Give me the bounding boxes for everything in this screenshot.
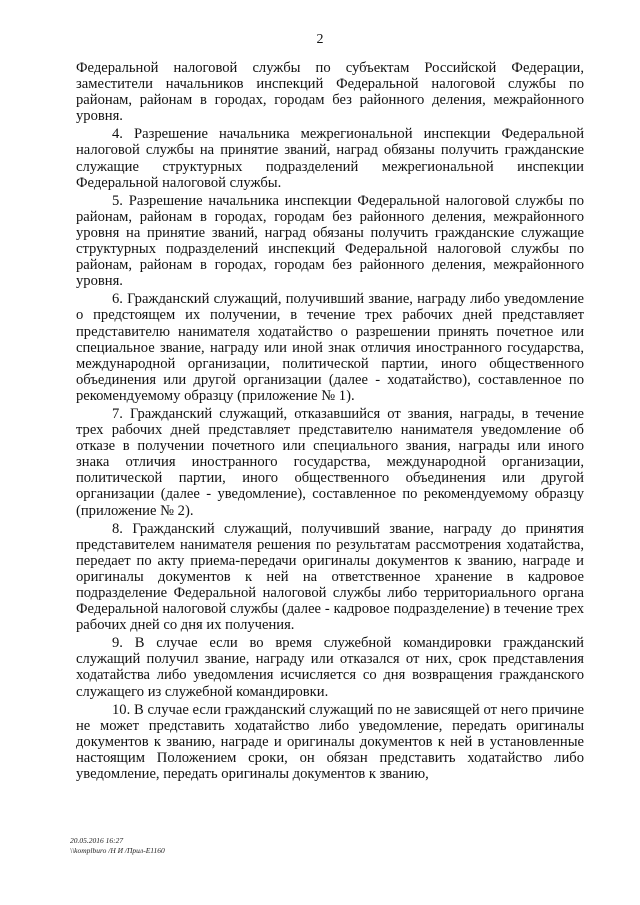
- paragraph-5: 5. Разрешение начальника инспекции Федеральной налоговой службы по районам, районам в городах, городам без районного деления, межрайонного уровня на принятие званий, наград обязаны получить гражданские служащие структурных подразделений инспекций Федеральной налоговой службы по районам, районам в городах, городам без районного деления, межрайонного уровня.: [76, 192, 584, 290]
- document-footer: [70, 836, 165, 856]
- page-number: 2: [316, 32, 324, 47]
- paragraph-8: 8. Гражданский служащий, получивший звание, награду до принятия представителем нанимателя решения по результатам рассмотрения ходатайства, передает по акту приема-передачи оригиналы документов к званию, награде и оригиналы документов к ней на ответственное хранение в кадровое подразделение Федеральной налоговой службы либо территориального органа Федеральной налоговой службы (далее - кадровое подразделение) в течение трех рабочих дней со дня их получения.: [76, 520, 584, 634]
- footer-file-path: \\komplburo /Н И /Прил-Е1160: [70, 846, 165, 855]
- paragraph-7: 7. Гражданский служащий, отказавшийся от звания, награды, в течение трех рабочих дней представляет представителю нанимателя уведомление об отказе в получении почетного или специального звания, награды или иного знака отличия иностранного государства, международной организации, политической партии, иного общественного объединения или другой организации (далее - уведомление), составленное по рекомендуемому образцу (приложение № 2).: [76, 405, 584, 519]
- paragraph-6: 6. Гражданский служащий, получивший звание, награду либо уведомление о предстоящем их получении, в течение трех рабочих дней представляет представителю нанимателя ходатайство о разрешении принять почетное или специальное звание, награду или иной знак отличия иностранного государства, международной организации, политической партии, иного общественного объединения или другой организации (далее - ходатайство), составленное по рекомендуемому образцу (приложение № 1).: [76, 291, 584, 404]
- paragraph-continuation: Федеральной налоговой службы по субъектам Российской Федерации, заместители начальников инспекций Федеральной налоговой службы по районам, районам в городах, городам без районного деления, межрайонного уровня.: [76, 60, 584, 125]
- paragraph-10: 10. В случае если гражданский служащий по не зависящей от него причине не может представить ходатайство либо уведомление, передать оригиналы документов к званию, награде и оригиналы документов к ней в установленные настоящим Положением сроки, он обязан представить ходатайство либо уведомление, передать оригиналы документов к званию,: [76, 701, 584, 783]
- document-body: [76, 60, 584, 784]
- paragraph-4: 4. Разрешение начальника межрегиональной инспекции Федеральной налоговой службы на принятие званий, наград обязаны получить гражданские служащие структурных подразделений межрегиональной инспекции Федеральной налоговой службы.: [76, 126, 584, 191]
- paragraph-9: 9. В случае если во время служебной командировки гражданский служащий получил звание, награду или отказался от них, срок представления ходатайства либо уведомления исчисляется со дня возвращения гражданского служащего из служебной командировки.: [76, 635, 584, 700]
- footer-timestamp: 20.05.2016 16:27: [70, 836, 124, 845]
